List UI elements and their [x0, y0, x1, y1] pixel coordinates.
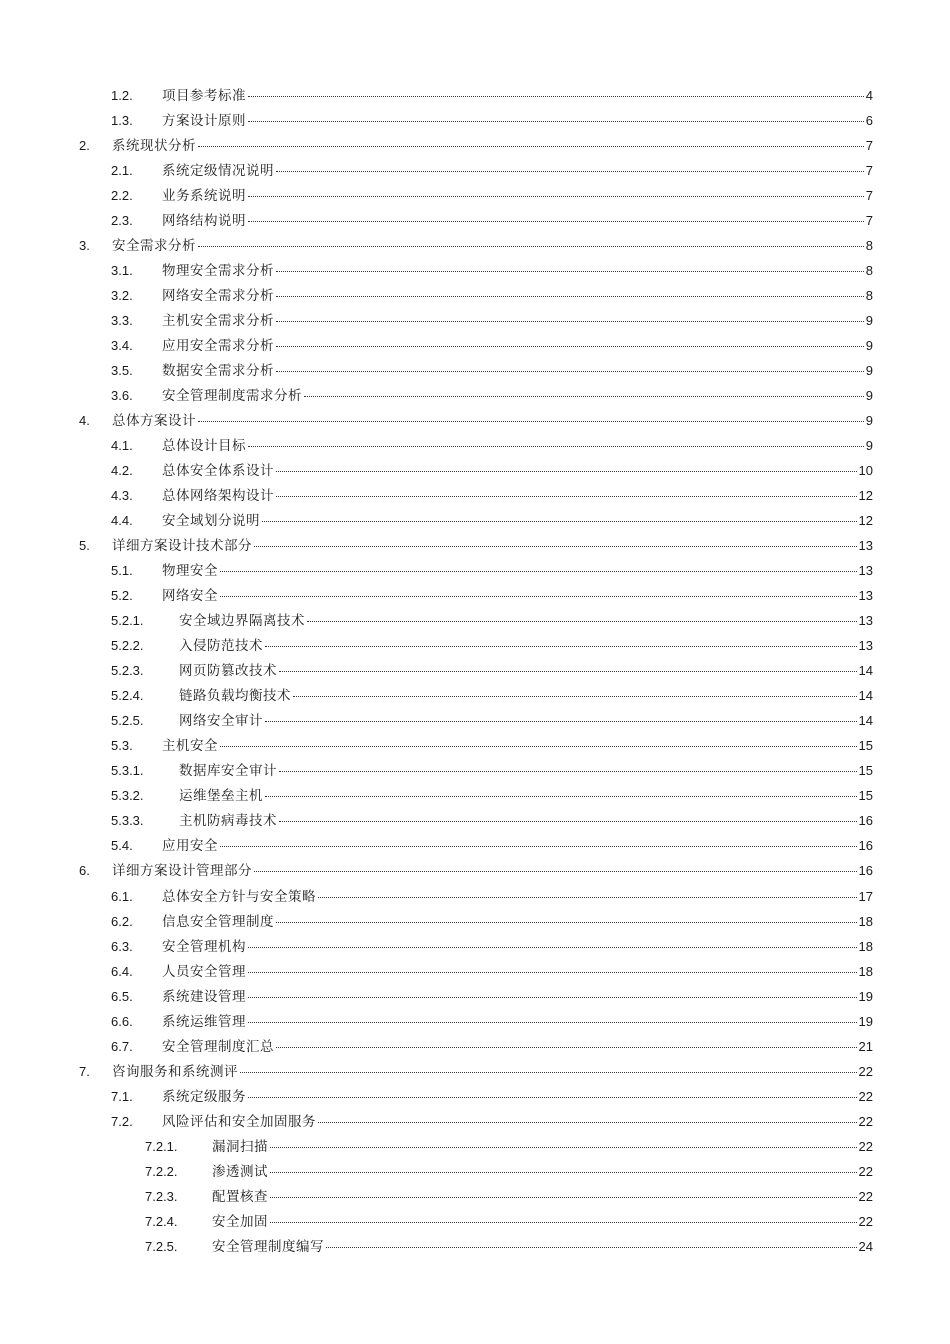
toc-entry-page-number: 7 [865, 138, 873, 154]
toc-entry-line [162, 984, 873, 1010]
toc-entry-number: 5.2.2. [111, 638, 144, 654]
toc-entry-title[interactable]: 总体方案设计 [112, 413, 196, 430]
toc-entry-number: 6.5. [111, 988, 133, 1004]
toc-entry-line [162, 158, 873, 184]
toc-entry-number: 7.2.1. [145, 1138, 178, 1154]
toc-entry[interactable] [0, 533, 950, 558]
toc-entry-number: 7.2.3. [145, 1188, 178, 1204]
toc-entry-number: 5.2.1. [111, 613, 144, 629]
toc-entry-line [162, 283, 873, 309]
dot-leader [276, 495, 857, 497]
toc-entry-line [179, 658, 873, 684]
toc-entry-page-number: 16 [858, 863, 873, 879]
toc-entry-page-number: 16 [858, 813, 873, 829]
toc-entry-title[interactable]: 物理安全 [162, 563, 218, 580]
toc-entry-page-number: 10 [858, 463, 873, 479]
dot-leader [265, 795, 857, 797]
toc-entry-title[interactable]: 主机安全 [162, 738, 218, 755]
toc-entry-title[interactable]: 网页防篡改技术 [179, 663, 277, 680]
toc-entry[interactable] [0, 608, 950, 633]
toc-entry[interactable] [0, 633, 950, 658]
toc-entry-line [162, 934, 873, 960]
dot-leader [248, 1021, 857, 1023]
dot-leader [248, 195, 864, 197]
toc-entry-line [112, 533, 873, 559]
toc-entry-line [162, 433, 873, 459]
toc-entry-number: 1.2. [111, 88, 133, 103]
dot-leader [248, 220, 864, 222]
toc-entry-title[interactable]: 安全管理制度需求分析 [162, 388, 302, 405]
toc-entry-number: 6.2. [111, 913, 133, 929]
toc-entry-page-number: 22 [858, 1163, 873, 1179]
toc-entry-page-number: 14 [858, 663, 873, 679]
toc-entry[interactable] [0, 358, 950, 383]
toc-entry-line [179, 633, 873, 659]
toc-entry-number: 5.2.5. [111, 713, 144, 729]
toc-entry-number: 6.3. [111, 938, 133, 954]
toc-entry-page-number: 6 [865, 113, 873, 129]
toc-entry-number: 7.2.2. [145, 1163, 178, 1179]
toc-entry-number: 2. [79, 138, 90, 154]
toc-entry-title[interactable]: 系统现状分析 [112, 138, 196, 155]
toc-entry-title[interactable]: 信息安全管理制度 [162, 913, 274, 930]
toc-entry[interactable] [0, 433, 950, 458]
toc-entry-page-number: 7 [865, 213, 873, 229]
toc-entry[interactable] [0, 508, 950, 533]
toc-entry-title[interactable]: 安全域边界隔离技术 [179, 613, 305, 630]
dot-leader [254, 870, 857, 872]
dot-leader [276, 170, 864, 172]
toc-entry[interactable] [0, 858, 950, 883]
dot-leader [248, 120, 864, 122]
toc-entry-title[interactable]: 总体设计目标 [162, 438, 246, 455]
toc-entry-title[interactable]: 安全管理机构 [162, 938, 246, 955]
toc-entry-line [162, 108, 873, 134]
toc-entry-page-number: 13 [858, 588, 873, 604]
toc-entry-page-number: 9 [865, 388, 873, 404]
toc-entry-line [162, 833, 873, 859]
toc-entry-page-number: 22 [858, 1113, 873, 1129]
toc-entry-line [112, 1059, 873, 1085]
toc-entry[interactable] [0, 683, 950, 708]
dot-leader [248, 445, 864, 447]
toc-entry-page-number: 22 [858, 1088, 873, 1104]
dot-leader [307, 620, 857, 622]
toc-entry-title[interactable]: 漏洞扫描 [212, 1138, 268, 1155]
toc-entry[interactable] [0, 1059, 950, 1084]
toc-entry-page-number: 18 [858, 963, 873, 979]
dot-leader [279, 820, 857, 822]
toc-entry-line [212, 1184, 873, 1210]
toc-entry-page-number: 9 [865, 413, 873, 429]
dot-leader [318, 896, 857, 898]
toc-entry-number: 4. [79, 413, 90, 429]
dot-leader [254, 545, 857, 547]
toc-entry-number: 2.2. [111, 188, 133, 204]
dot-leader [248, 95, 864, 97]
toc-entry-line [212, 1134, 873, 1160]
toc-entry-title[interactable]: 渗透测试 [212, 1163, 268, 1180]
toc-entry-title[interactable]: 物理安全需求分析 [162, 263, 274, 280]
toc-entry-number: 5.4. [111, 838, 133, 854]
toc-entry-page-number: 8 [865, 288, 873, 304]
toc-entry-page-number: 9 [865, 438, 873, 454]
toc-entry-number: 6.7. [111, 1038, 133, 1054]
toc-entry-line [162, 83, 873, 109]
toc-entry-number: 7. [79, 1063, 90, 1079]
dot-leader [220, 745, 857, 747]
toc-entry[interactable] [0, 1184, 950, 1209]
toc-entry[interactable] [0, 1134, 950, 1159]
toc-entry-number: 5.2.3. [111, 663, 144, 679]
toc-entry-title[interactable]: 网络安全 [162, 588, 218, 605]
toc-entry-line [162, 308, 873, 334]
toc-entry-title[interactable]: 详细方案设计管理部分 [112, 863, 252, 880]
dot-leader [198, 420, 864, 422]
toc-entry-page-number: 22 [858, 1188, 873, 1204]
dot-leader [293, 695, 857, 697]
dot-leader [248, 946, 857, 948]
toc-entry-line [162, 183, 873, 209]
dot-leader [248, 996, 857, 998]
toc-entry-title[interactable]: 数据库安全审计 [179, 763, 277, 780]
toc-entry-line [162, 508, 873, 534]
toc-entry[interactable] [0, 708, 950, 733]
toc-entry-line [162, 1084, 873, 1110]
dot-leader [276, 921, 857, 923]
toc-entry-number: 2.3. [111, 213, 133, 229]
dot-leader [279, 670, 857, 672]
toc-entry[interactable] [0, 483, 950, 508]
toc-entry-title[interactable]: 应用安全 [162, 838, 218, 855]
toc-entry-number: 3.6. [111, 388, 133, 404]
toc-entry-number: 5.2.4. [111, 688, 144, 704]
toc-entry-title[interactable]: 网络安全审计 [179, 713, 263, 730]
toc-entry-number: 2.1. [111, 163, 133, 179]
toc-entry-number: 3.2. [111, 288, 133, 304]
toc-entry-title[interactable]: 方案设计原则 [162, 113, 246, 130]
toc-entry-page-number: 8 [865, 263, 873, 279]
toc-entry[interactable] [0, 658, 950, 683]
toc-entry-number: 6. [79, 863, 90, 879]
toc-entry-line [112, 233, 873, 259]
toc-entry-page-number: 15 [858, 763, 873, 779]
dot-leader [276, 370, 864, 372]
toc-entry-page-number: 15 [858, 788, 873, 804]
toc-entry-page-number: 16 [858, 838, 873, 854]
toc-entry-page-number: 24 [858, 1238, 873, 1254]
dot-leader [276, 1046, 857, 1048]
toc-entry-title[interactable]: 系统建设管理 [162, 988, 246, 1005]
toc-entry-number: 7.2.5. [145, 1238, 178, 1254]
toc-entry[interactable] [0, 959, 950, 984]
toc-entry[interactable] [0, 283, 950, 308]
toc-entry-page-number: 13 [858, 613, 873, 629]
dot-leader [240, 1071, 857, 1073]
dot-leader [276, 470, 857, 472]
dot-leader [276, 295, 864, 297]
toc-entry[interactable] [0, 158, 950, 183]
toc-entry[interactable] [0, 1009, 950, 1034]
toc-entry-title[interactable]: 业务系统说明 [162, 188, 246, 205]
toc-entry-line [162, 959, 873, 985]
toc-entry-number: 5.2. [111, 588, 133, 604]
dot-leader [270, 1171, 857, 1173]
toc-entry[interactable] [0, 383, 950, 408]
toc-entry-page-number: 12 [858, 488, 873, 504]
toc-entry-number: 5. [79, 538, 90, 554]
toc-entry-line [162, 358, 873, 384]
toc-entry[interactable] [0, 108, 950, 133]
dot-leader [220, 595, 857, 597]
toc-entry-title[interactable]: 总体安全体系设计 [162, 463, 274, 480]
toc-entry-line [162, 1034, 873, 1060]
toc-entry[interactable] [0, 884, 950, 909]
toc-entry[interactable] [0, 1084, 950, 1109]
toc-entry-title[interactable]: 安全需求分析 [112, 238, 196, 255]
toc-entry-number: 4.3. [111, 488, 133, 504]
toc-entry-line [162, 483, 873, 509]
toc-entry-number: 5.1. [111, 563, 133, 579]
toc-entry[interactable] [0, 233, 950, 258]
toc-entry-title[interactable]: 系统定级服务 [162, 1088, 246, 1105]
toc-entry[interactable] [0, 133, 950, 158]
toc-entry[interactable] [0, 1109, 950, 1134]
toc-entry[interactable] [0, 308, 950, 333]
dot-leader [220, 845, 857, 847]
toc-entry-line [162, 458, 873, 484]
toc-entry-number: 5.3.1. [111, 763, 144, 779]
toc-entry-page-number: 14 [858, 713, 873, 729]
toc-entry-line [212, 1209, 873, 1235]
dot-leader [318, 1121, 857, 1123]
toc-entry-number: 6.1. [111, 888, 133, 904]
toc-entry-line [179, 708, 873, 734]
toc-entry-page-number: 9 [865, 338, 873, 354]
toc-entry[interactable] [0, 909, 950, 934]
toc-entry-page-number: 9 [865, 363, 873, 379]
toc-entry-title[interactable]: 安全域划分说明 [162, 513, 260, 530]
toc-entry-line [112, 858, 873, 884]
toc-entry-title[interactable]: 应用安全需求分析 [162, 338, 274, 355]
toc-entry-title[interactable]: 安全加固 [212, 1213, 268, 1230]
toc-entry-number: 3.4. [111, 338, 133, 354]
toc-entry-title[interactable]: 安全管理制度汇总 [162, 1038, 274, 1055]
toc-entry-title[interactable]: 项目参考标准 [162, 88, 246, 104]
dot-leader [220, 570, 857, 572]
toc-entry-title[interactable]: 总体网络架构设计 [162, 488, 274, 505]
toc-entry[interactable] [0, 1159, 950, 1184]
toc-entry-page-number: 7 [865, 188, 873, 204]
toc-entry-page-number: 22 [858, 1213, 873, 1229]
toc-entry-number: 5.3. [111, 738, 133, 754]
toc-entry[interactable] [0, 1209, 950, 1234]
toc-entry-line [162, 383, 873, 409]
toc-entry[interactable] [0, 458, 950, 483]
toc-entry-line [162, 884, 873, 910]
toc-entry-number: 7.2.4. [145, 1213, 178, 1229]
toc-entry[interactable] [0, 984, 950, 1009]
toc-entry[interactable] [0, 258, 950, 283]
toc-entry-title[interactable]: 系统定级情况说明 [162, 163, 274, 180]
toc-entry-line [162, 909, 873, 935]
toc-entry-number: 3.5. [111, 363, 133, 379]
toc-entry-title[interactable]: 运维堡垒主机 [179, 788, 263, 805]
toc-entry-number: 4.4. [111, 513, 133, 529]
toc-entry-title[interactable]: 人员安全管理 [162, 963, 246, 980]
toc-entry-page-number: 19 [858, 988, 873, 1004]
toc-entry-page-number: 8 [865, 238, 873, 254]
toc-entry-title[interactable]: 总体安全方针与安全策略 [162, 888, 316, 905]
toc-entry-title[interactable]: 链路负载均衡技术 [179, 688, 291, 705]
dot-leader [270, 1146, 857, 1148]
toc-entry-title[interactable]: 入侵防范技术 [179, 638, 263, 655]
toc-entry-line [162, 333, 873, 359]
toc-entry[interactable] [0, 1034, 950, 1059]
toc-entry-line [112, 133, 873, 159]
toc-entry-number: 1.3. [111, 113, 133, 129]
toc-entry[interactable] [0, 934, 950, 959]
toc-entry-line [179, 608, 873, 634]
toc-entry[interactable] [0, 583, 950, 608]
toc-entry-line [179, 683, 873, 709]
toc-entry-line [162, 258, 873, 284]
dot-leader [248, 1096, 857, 1098]
dot-leader [326, 1246, 857, 1248]
dot-leader [198, 145, 864, 147]
dot-leader [265, 720, 857, 722]
toc-entry-title[interactable]: 主机防病毒技术 [179, 813, 277, 830]
toc-entry-page-number: 13 [858, 538, 873, 554]
toc-entry-line [179, 808, 873, 834]
toc-entry-line [212, 1234, 873, 1260]
dot-leader [304, 395, 864, 397]
toc-entry[interactable] [0, 83, 950, 108]
toc-entry-line [179, 783, 873, 809]
dot-leader [276, 270, 864, 272]
toc-entry-line [212, 1159, 873, 1185]
toc-entry[interactable] [0, 783, 950, 808]
toc-entry-page-number: 13 [858, 563, 873, 579]
toc-entry[interactable] [0, 733, 950, 758]
toc-entry-number: 4.2. [111, 463, 133, 479]
toc-entry-title[interactable]: 主机安全需求分析 [162, 313, 274, 330]
dot-leader [262, 520, 857, 522]
toc-entry-number: 4.1. [111, 438, 133, 454]
toc-entry-number: 3.1. [111, 263, 133, 279]
toc-entry-page-number: 14 [858, 688, 873, 704]
toc-entry-number: 7.2. [111, 1113, 133, 1129]
toc-entry-page-number: 13 [858, 638, 873, 654]
toc-entry-page-number: 17 [858, 888, 873, 904]
toc-entry-line [162, 1109, 873, 1135]
toc-entry-page-number: 12 [858, 513, 873, 529]
toc-entry[interactable] [0, 758, 950, 783]
toc-entry-page-number: 22 [858, 1138, 873, 1154]
toc-entry-line [162, 733, 873, 759]
dot-leader [270, 1221, 857, 1223]
toc-entry-page-number: 19 [858, 1013, 873, 1029]
dot-leader [198, 245, 864, 247]
toc-entry-title[interactable]: 配置核查 [212, 1188, 268, 1205]
toc-entry-title[interactable]: 系统运维管理 [162, 1013, 246, 1030]
toc-entry-number: 5.3.3. [111, 813, 144, 829]
toc-entry[interactable] [0, 558, 950, 583]
toc-entry-number: 5.3.2. [111, 788, 144, 804]
dot-leader [270, 1196, 857, 1198]
toc-entry-line [162, 583, 873, 609]
toc-entry[interactable] [0, 1234, 950, 1259]
dot-leader [279, 770, 857, 772]
toc-entry-title[interactable]: 数据安全需求分析 [162, 363, 274, 380]
toc-entry[interactable] [0, 833, 950, 858]
table-of-contents [0, 83, 950, 1259]
toc-entry[interactable] [0, 183, 950, 208]
toc-entry[interactable] [0, 808, 950, 833]
toc-entry-number: 6.6. [111, 1013, 133, 1029]
toc-entry-line [179, 758, 873, 784]
toc-entry-line [112, 408, 873, 434]
dot-leader [276, 320, 864, 322]
dot-leader [248, 971, 857, 973]
toc-entry-title[interactable]: 安全管理制度编写 [212, 1238, 324, 1255]
toc-entry-title[interactable]: 风险评估和安全加固服务 [162, 1113, 316, 1130]
toc-entry-page-number: 21 [858, 1038, 873, 1054]
toc-entry-page-number: 18 [858, 938, 873, 954]
toc-entry-page-number: 22 [858, 1063, 873, 1079]
toc-entry-number: 3. [79, 238, 90, 254]
toc-entry-title[interactable]: 咨询服务和系统测评 [112, 1063, 238, 1080]
toc-entry-page-number: 7 [865, 163, 873, 179]
toc-entry[interactable] [0, 208, 950, 233]
toc-entry[interactable] [0, 333, 950, 358]
toc-entry-title[interactable]: 网络安全需求分析 [162, 288, 274, 305]
toc-entry-page-number: 18 [858, 913, 873, 929]
toc-entry-page-number: 15 [858, 738, 873, 754]
toc-entry-line [162, 1009, 873, 1035]
toc-entry-title[interactable]: 详细方案设计技术部分 [112, 538, 252, 555]
toc-entry-line [162, 558, 873, 584]
toc-entry-number: 6.4. [111, 963, 133, 979]
toc-entry[interactable] [0, 408, 950, 433]
dot-leader [265, 645, 857, 647]
toc-entry-number: 3.3. [111, 313, 133, 329]
toc-entry-number: 7.1. [111, 1088, 133, 1104]
toc-entry-line [162, 208, 873, 234]
toc-entry-title[interactable]: 网络结构说明 [162, 213, 246, 230]
toc-entry-page-number: 9 [865, 313, 873, 329]
toc-entry-page-number: 4 [865, 88, 873, 103]
dot-leader [276, 345, 864, 347]
